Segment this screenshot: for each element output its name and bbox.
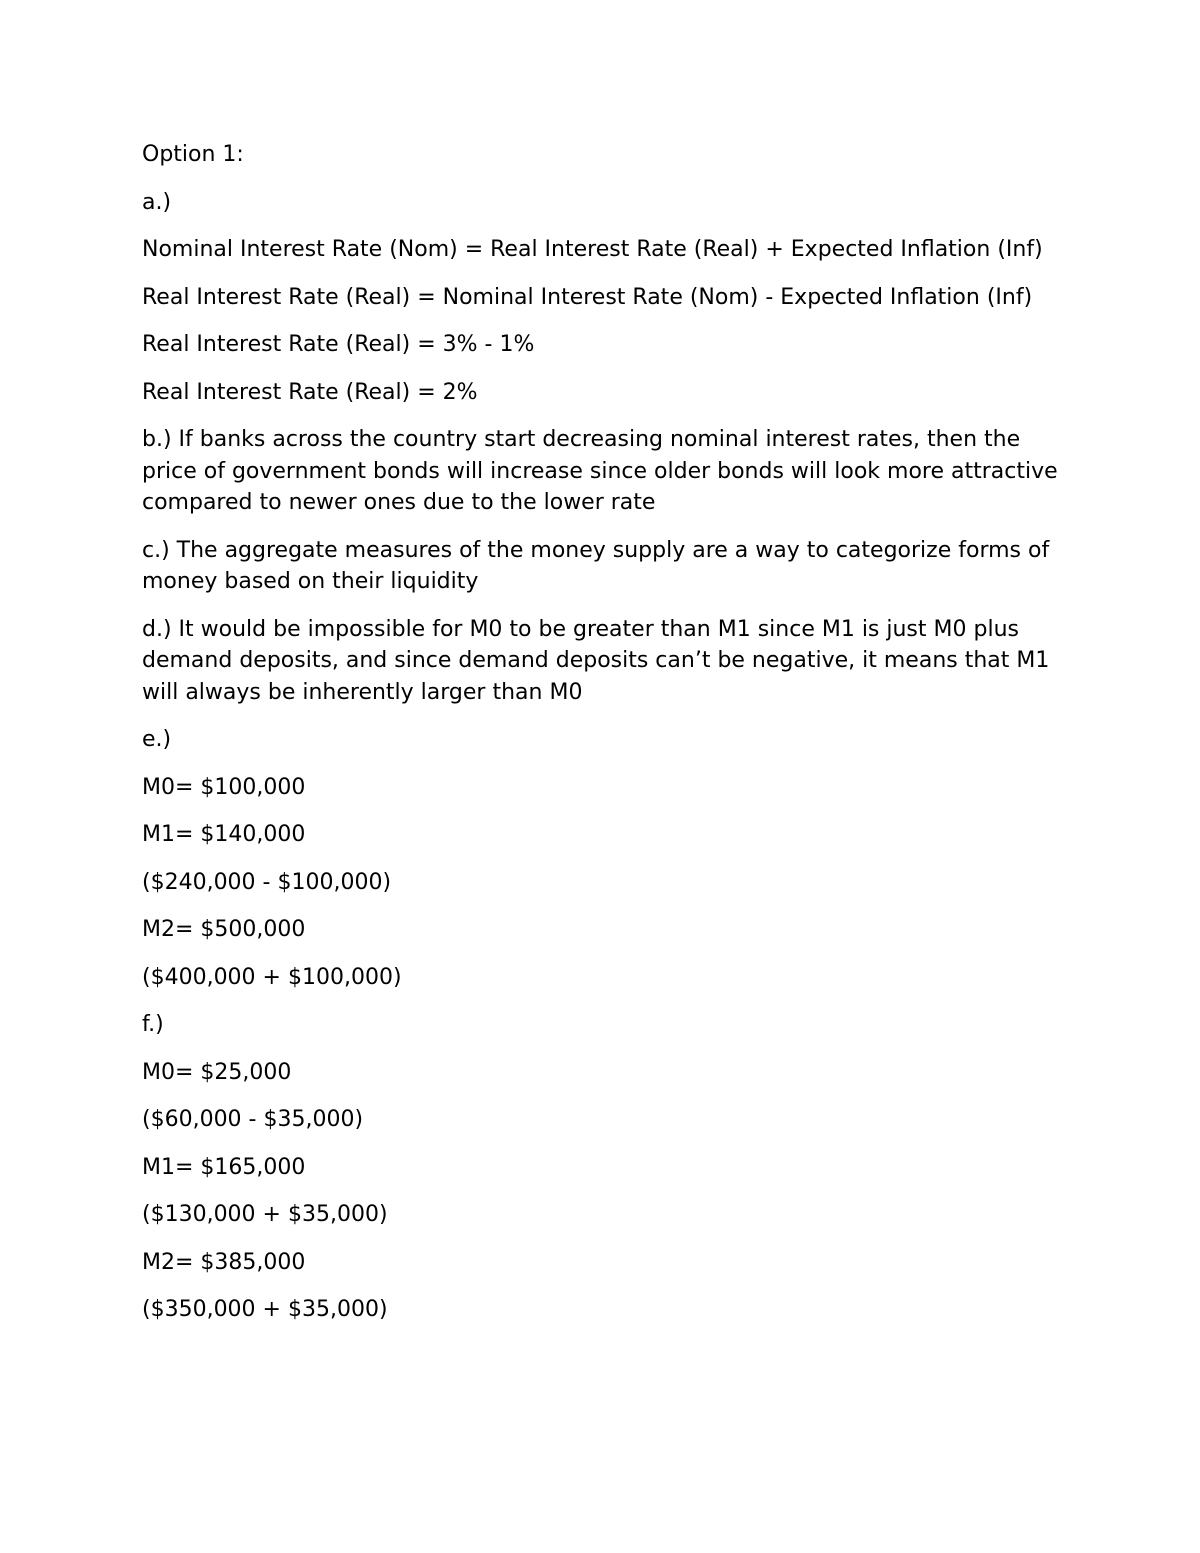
f-m1-calculation: ($130,000 + $35,000) [142, 1202, 388, 1227]
result-real-rate: Real Interest Rate (Real) = 2% [142, 379, 478, 405]
e-m1-value: M1= $140,000 [142, 822, 306, 847]
e-m2-value: M2= $500,000 [142, 917, 306, 942]
e-m2-calculation: ($400,000 + $100,000) [142, 964, 402, 990]
heading-option-1: Option 1: [142, 142, 244, 167]
part-f-label: f.) [142, 1012, 164, 1037]
document-body [142, 139, 1072, 1342]
calculation-real-rate: Real Interest Rate (Real) = 3% - 1% [142, 332, 535, 357]
f-m2-value: M2= $385,000 [142, 1249, 306, 1275]
part-e-label: e.) [142, 727, 172, 752]
formula-real-rate: Real Interest Rate (Real) = Nominal Interest Rate (Nom) - Expected Inflation (Inf) [142, 284, 1033, 310]
f-m2-calculation: ($350,000 + $35,000) [142, 1297, 388, 1322]
e-m0-value: M0= $100,000 [142, 774, 306, 800]
part-a-label: a.) [142, 189, 172, 215]
f-m0-calculation: ($60,000 - $35,000) [142, 1107, 364, 1132]
e-m1-calculation: ($240,000 - $100,000) [142, 869, 392, 895]
f-m0-value: M0= $25,000 [142, 1059, 292, 1085]
answer-b: b.) If banks across the country start decreasing nominal interest rates, then the price of government bonds will increase since older bonds will look more attractive compared to newer ones due to the lower rate [142, 427, 1058, 515]
answer-c: c.) The aggregate measures of the money supply are a way to categorize forms of money based on their liquidity [142, 537, 1050, 594]
f-m1-value: M1= $165,000 [142, 1154, 306, 1180]
answer-d: d.) It would be impossible for M0 to be greater than M1 since M1 is just M0 plus demand deposits, and since demand deposits can’t be negative, it means that M1 will always be inherently larger than M0 [142, 616, 1050, 705]
formula-nominal-rate: Nominal Interest Rate (Nom) = Real Interest Rate (Real) + Expected Inflation (Inf) [142, 237, 1043, 262]
